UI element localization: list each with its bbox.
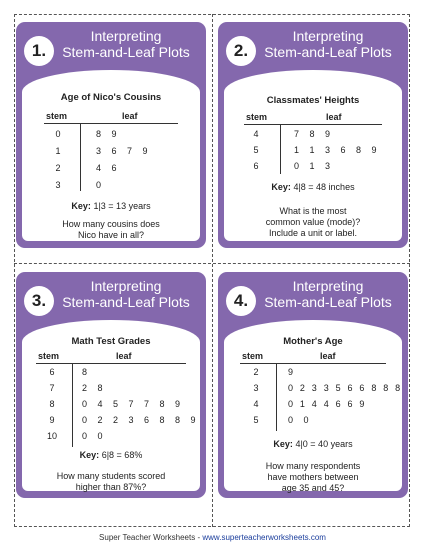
plot-key <box>22 201 200 211</box>
question-line: higher than 87%? <box>75 482 147 492</box>
table-header-rule <box>36 363 186 364</box>
card-header <box>16 272 206 324</box>
card-title <box>252 28 404 60</box>
table-header-rule <box>44 123 178 124</box>
card-number: 1. <box>24 36 54 66</box>
plot-title: Classmates' Heights <box>266 95 360 106</box>
card-header <box>16 22 206 74</box>
stem-header: stem <box>38 351 60 361</box>
stem-value: 2 <box>253 367 259 377</box>
leaf-values: 7 8 9 <box>294 129 335 139</box>
card-title <box>50 28 202 60</box>
footer-brand: Super Teacher Worksheets - <box>99 533 203 542</box>
key-label: Key: <box>79 450 100 460</box>
question-line: How many respondents <box>265 461 361 471</box>
card-title-line-2: Stem-and-Leaf Plots <box>264 44 392 60</box>
leaf-header: leaf <box>122 111 138 121</box>
task-card-3 <box>16 272 206 498</box>
plot-title: Mother's Age <box>283 336 343 347</box>
table-header-rule <box>244 124 382 125</box>
key-text: 1|3 = 13 years <box>93 201 151 211</box>
stem-value: 4 <box>253 399 259 409</box>
key-text: 6|8 = 68% <box>101 450 143 460</box>
plot-key <box>224 439 402 449</box>
question-line: common value (mode)? <box>265 217 361 227</box>
question-text <box>32 219 190 241</box>
card-header <box>218 272 408 324</box>
stem-header: stem <box>246 112 268 122</box>
stem-value: 0 <box>55 129 61 139</box>
stem-value: 1 <box>55 146 61 156</box>
card-title-line-1: Interpreting <box>292 278 364 294</box>
leaf-header: leaf <box>320 351 336 361</box>
leaf-values: 0 <box>96 180 106 190</box>
question-line: have mothers between <box>267 472 359 482</box>
question-line: How many cousins does <box>62 219 160 229</box>
stem-value: 9 <box>49 415 55 425</box>
leaf-values: 0 1 4 4 6 6 9 <box>288 399 367 409</box>
stem-leaf-divider <box>72 363 73 447</box>
key-label: Key: <box>71 201 91 211</box>
card-body <box>224 70 402 241</box>
card-title-line-2: Stem-and-Leaf Plots <box>62 294 190 310</box>
question-text <box>234 206 392 239</box>
card-title <box>50 278 202 310</box>
stem-value: 5 <box>253 145 259 155</box>
card-number: 4. <box>226 286 256 316</box>
card-body <box>224 320 402 491</box>
stem-value: 3 <box>55 180 61 190</box>
leaf-values: 3 6 7 9 <box>96 146 152 156</box>
key-label: Key: <box>273 439 293 449</box>
leaf-values: 0 0 <box>82 431 107 441</box>
plot-title: Math Test Grades <box>71 336 151 347</box>
question-text <box>32 471 190 493</box>
stem-header: stem <box>242 351 264 361</box>
leaf-values: 8 9 <box>96 129 121 139</box>
stem-leaf-divider <box>280 124 281 174</box>
card-title-line-1: Interpreting <box>90 278 162 294</box>
task-card-1 <box>16 22 206 248</box>
card-number: 3. <box>24 286 54 316</box>
question-line: Nico have in all? <box>77 230 145 240</box>
card-title-line-2: Stem-and-Leaf Plots <box>264 294 392 310</box>
stem-value: 3 <box>253 383 259 393</box>
question-line: What is the most <box>279 206 347 216</box>
leaf-header: leaf <box>326 112 342 122</box>
question-line: How many students scored <box>56 471 166 481</box>
leaf-values: 0 2 3 3 5 6 6 8 8 8 <box>288 383 403 393</box>
plot-key <box>22 450 200 460</box>
leaf-values: 0 0 <box>288 415 313 425</box>
card-title-line-1: Interpreting <box>90 28 162 44</box>
table-header-rule <box>240 363 386 364</box>
card-number: 2. <box>226 36 256 66</box>
stem-leaf-divider <box>80 123 81 191</box>
stem-value: 5 <box>253 415 259 425</box>
cut-line-horizontal <box>14 263 410 264</box>
footer-link[interactable]: www.superteacherworksheets.com <box>202 533 326 542</box>
leaf-values: 9 <box>288 367 298 377</box>
plot-key <box>224 182 402 192</box>
card-body <box>22 70 200 241</box>
leaf-values: 0 4 5 7 7 8 9 <box>82 399 185 409</box>
key-label: Key: <box>271 182 291 192</box>
leaf-header: leaf <box>116 351 132 361</box>
stem-value: 8 <box>49 399 55 409</box>
stem-header: stem <box>46 111 68 121</box>
card-header <box>218 22 408 74</box>
card-title-line-1: Interpreting <box>292 28 364 44</box>
card-title <box>252 278 404 310</box>
stem-value: 6 <box>253 161 259 171</box>
key-text: 4|0 = 40 years <box>295 439 353 449</box>
task-card-2 <box>218 22 408 248</box>
plot-title: Age of Nico's Cousins <box>60 92 162 103</box>
stem-value: 10 <box>46 431 57 441</box>
question-line: age 35 and 45? <box>281 483 345 493</box>
stem-value: 4 <box>253 129 259 139</box>
cut-line-vertical <box>212 14 213 527</box>
leaf-values: 4 6 <box>96 163 121 173</box>
leaf-values: 0 2 2 3 6 8 8 9 <box>82 415 200 425</box>
question-line: Include a unit or label. <box>268 228 358 238</box>
stem-value: 2 <box>55 163 61 173</box>
question-text <box>234 461 392 494</box>
stem-leaf-divider <box>276 363 277 431</box>
leaf-values: 1 1 3 6 8 9 <box>294 145 381 155</box>
task-card-4 <box>218 272 408 498</box>
leaf-values: 0 1 3 <box>294 161 335 171</box>
stem-value: 6 <box>49 367 55 377</box>
key-text: 4|8 = 48 inches <box>293 182 355 192</box>
stem-value: 7 <box>49 383 55 393</box>
leaf-values: 2 8 <box>82 383 107 393</box>
leaf-values: 8 <box>82 367 92 377</box>
card-title-line-2: Stem-and-Leaf Plots <box>62 44 190 60</box>
card-body <box>22 320 200 491</box>
page-footer <box>0 533 425 542</box>
